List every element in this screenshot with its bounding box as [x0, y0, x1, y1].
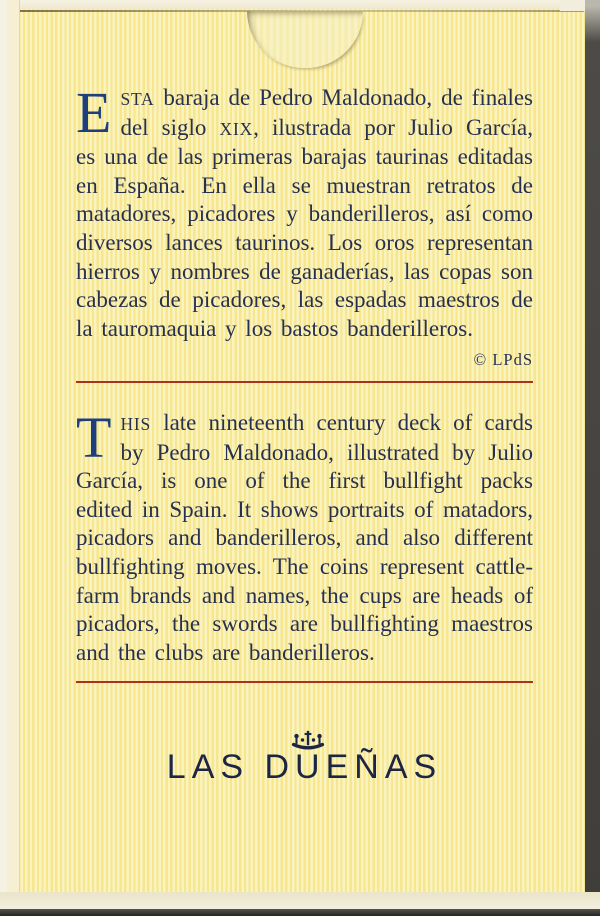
- spanish-lead-smallcaps: STA: [120, 89, 155, 109]
- logo-text-u: U: [295, 748, 326, 787]
- english-dropcap: T: [76, 404, 112, 470]
- logo-text-post: EÑAS: [325, 748, 443, 787]
- english-lead-smallcaps: HIS: [120, 413, 152, 434]
- roman-numeral-xix: XIX: [219, 118, 254, 139]
- logo-u-with-crown: [295, 748, 326, 787]
- divider-rule-bottom: [76, 681, 533, 683]
- logo-text-pre: LAS D: [166, 748, 296, 787]
- divider-rule-top: [76, 381, 533, 383]
- spanish-dropcap: E: [76, 80, 112, 145]
- english-paragraph: [76, 404, 533, 667]
- spanish-text-2: , ilustrada por Julio García, es una de las primeras barajas taurinas editadas en España. En ella se muestran retratos de matadores, picadores y banderilleros, así como diversos lances taurinos. Los oros representan hierros y nombres de ganaderías, las copas son cabezas de picadores, las espadas maestros de la tauromaquia y los bastos banderilleros.: [76, 114, 533, 341]
- copyright-mark: © LPdS: [473, 350, 533, 370]
- spanish-text-1: baraja de Pedro Maldonado, de finales del siglo: [120, 85, 533, 140]
- box-bottom-shadow: [0, 909, 600, 916]
- box-left-edge: [0, 0, 20, 916]
- box-top-edge: [0, 0, 600, 9]
- crown-icon: [291, 728, 325, 752]
- english-text: late nineteenth century deck of cards by Pedro Maldonado, illustrated by Julio García, is one of the first bullfight packs edited in Spain. It shows portraits of matadors, picadors and banderilleros, and also different bullfighting moves. The coins represent cattle-farm brands and names, the cups are heads of picadors, the swords are bullfighting maestros and the clubs are banderilleros.: [76, 409, 533, 665]
- printed-text-block: [76, 80, 533, 787]
- box-right-edge-shadow: [585, 0, 600, 909]
- box-bottom-edge: [0, 892, 600, 909]
- brand-logo: [76, 748, 533, 787]
- spanish-paragraph: [76, 80, 533, 343]
